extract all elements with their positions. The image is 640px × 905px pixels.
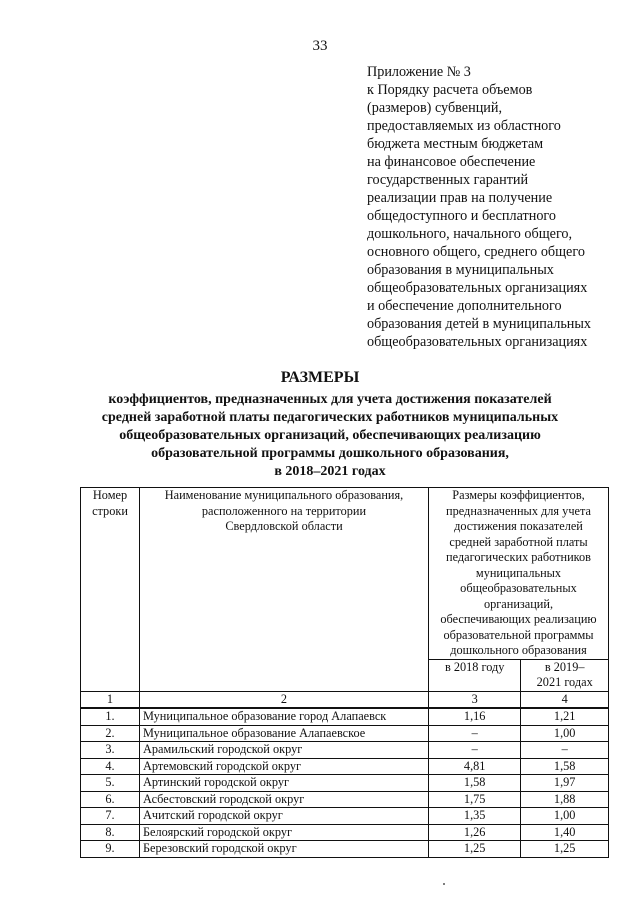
row-number: 2. [81,725,140,742]
value-2019-2021: 1,88 [521,791,609,808]
municipality-name: Арамильский городской округ [140,742,429,759]
table-row [81,775,609,792]
appendix-block [367,63,617,351]
value-2018: 1,26 [429,824,521,841]
header-line: достижения показателей [454,519,583,533]
table-row [81,758,609,775]
coefficients-table [80,487,609,858]
value-2018: – [429,725,521,742]
municipality-name: Асбестовский городской округ [140,791,429,808]
header-year-2019-2021 [521,659,609,691]
header-number [81,488,140,692]
appendix-line: общеобразовательных организациях [367,280,588,296]
municipality-name: Артинский городской округ [140,775,429,792]
appendix-line: (размеров) субвенций, [367,100,503,116]
value-2019-2021: – [521,742,609,759]
appendix-line: на финансовое обеспечение [367,154,536,170]
table-row [81,808,609,825]
value-2019-2021: 1,21 [521,708,609,725]
document-subtitle [60,391,600,481]
appendix-line: бюджета местным бюджетам [367,136,544,152]
header-line: педагогических работников [446,550,591,564]
header-line: Наименование муниципального образования, [164,488,404,502]
row-number: 4. [81,758,140,775]
column-index: 3 [429,691,521,708]
appendix-line: образования в муниципальных [367,262,554,278]
appendix-line: основного общего, среднего общего [367,244,585,260]
row-number: 5. [81,775,140,792]
municipality-name: Артемовский городской округ [140,758,429,775]
value-2018: 1,25 [429,841,521,858]
row-number: 7. [81,808,140,825]
subtitle-line: общеобразовательных организаций, обеспечивающих реализацию [119,428,541,443]
value-2018: 1,58 [429,775,521,792]
appendix-line: к Порядку расчета объемов [367,82,533,98]
row-number: 3. [81,742,140,759]
municipality-name: Березовский городской округ [140,841,429,858]
table-row [81,791,609,808]
appendix-line: общедоступного и бесплатного [367,208,556,224]
row-number: 8. [81,824,140,841]
header-line: дошкольного образования [450,643,587,657]
value-2019-2021: 1,58 [521,758,609,775]
header-line: образовательной программы [443,627,594,642]
value-2018: 1,75 [429,791,521,808]
table-row [81,708,609,725]
subtitle-line: в 2018–2021 годах [274,464,386,479]
document-title: РАЗМЕРЫ [280,369,360,386]
row-number: 1. [81,708,140,725]
value-2019-2021: 1,00 [521,808,609,825]
appendix-line: общеобразовательных организациях [367,334,588,350]
header-line: общеобразовательных [460,581,577,595]
value-2019-2021: 1,97 [521,775,609,792]
table-row [81,725,609,742]
value-2019-2021: 1,40 [521,824,609,841]
header-line: в 2018 году [444,659,505,674]
page-number: 33 [312,38,328,54]
appendix-line: и обеспечение дополнительного [367,298,562,314]
header-line: средней заработной платы [449,534,588,549]
appendix-line: государственных гарантий [367,172,529,188]
value-2018: 1,16 [429,708,521,725]
value-2018: – [429,742,521,759]
value-2019-2021: 1,00 [521,725,609,742]
header-line: Размеры коэффициентов, [452,488,585,502]
header-line: Свердловской области [225,519,343,533]
value-2018: 1,35 [429,808,521,825]
appendix-line: образования детей в муниципальных [367,316,592,332]
table-row [81,841,609,858]
appendix-line: реализации прав на получение [367,190,553,206]
municipality-name: Ачитский городской округ [140,808,429,825]
subtitle-line: коэффициентов, предназначенных для учета достижения показателей [108,392,552,407]
header-year-2018 [429,659,521,691]
municipality-name: Муниципальное образование город Алапаевск [140,708,429,725]
header-line: 2021 годах [536,675,593,689]
header-line: расположенного на территории [201,503,367,518]
table-row [81,742,609,759]
header-line: муниципальных [475,565,562,580]
municipality-name: Белоярский городской округ [140,824,429,841]
scan-speck [443,883,445,885]
header-coefficients [429,488,609,660]
row-number: 9. [81,841,140,858]
appendix-line: предоставляемых из областного [367,118,561,134]
column-index: 2 [140,691,429,708]
header-line: организаций, [483,596,554,611]
appendix-line: дошкольного, начального общего, [367,226,573,242]
header-name [140,488,429,692]
value-2018: 4,81 [429,758,521,775]
subtitle-line: средней заработной платы педагогических работников муниципальных [101,410,559,425]
header-line: обеспечивающих реализацию [440,612,597,626]
column-index: 4 [521,691,609,708]
header-line: Номер [92,488,128,502]
header-line: предназначенных для учета [446,503,591,518]
header-line: в 2019– [544,659,585,674]
table-row [81,824,609,841]
value-2019-2021: 1,25 [521,841,609,858]
row-number: 6. [81,791,140,808]
column-index-row [81,691,609,708]
subtitle-line: образовательной программы дошкольного образования, [151,446,509,461]
appendix-line: Приложение № 3 [367,64,471,80]
header-line: строки [92,503,128,518]
municipality-name: Муниципальное образование Алапаевское [140,725,429,742]
column-index: 1 [81,691,140,708]
